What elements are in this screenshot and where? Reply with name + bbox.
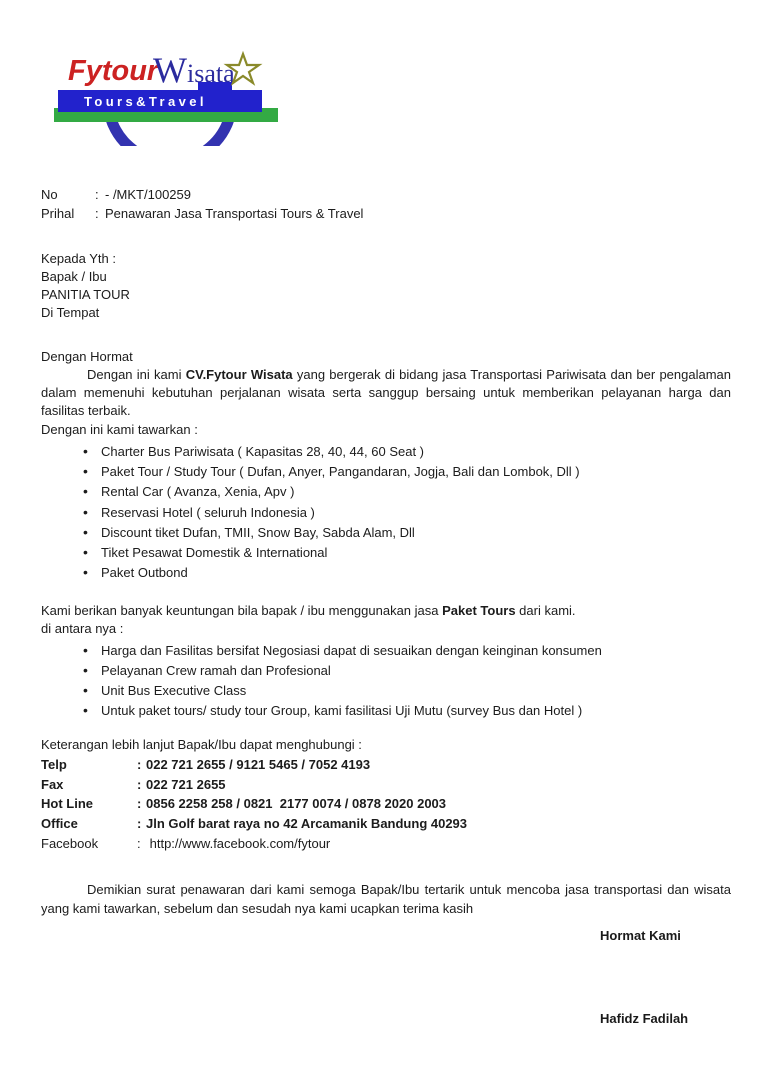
logo-brand-secondary-w: W bbox=[153, 50, 187, 90]
letter-meta bbox=[41, 186, 363, 224]
intro-company-name: CV.Fytour Wisata bbox=[185, 366, 293, 382]
contact-label: Telp bbox=[41, 756, 67, 772]
list-item: • Unit Bus Executive Class bbox=[101, 681, 731, 701]
benefits-lead bbox=[41, 602, 731, 620]
signature-name: Hafidz Fadilah bbox=[600, 1011, 689, 1026]
contact-colon: : bbox=[137, 756, 142, 772]
contact-value-facebook-link[interactable]: http://www.facebook.com/fytour bbox=[146, 836, 331, 852]
contact-label: Office bbox=[41, 816, 78, 832]
list-item: • Paket Tour / Study Tour ( Dufan, Anyer, Pangandaran, Jogja, Bali dan Lombok, Dll ) bbox=[101, 462, 731, 482]
recipient-line-3: PANITIA TOUR bbox=[41, 286, 130, 302]
spacer bbox=[41, 855, 731, 881]
contact-colon: : bbox=[137, 836, 141, 852]
contact-label: Fax bbox=[41, 776, 64, 792]
list-item: • Paket Outbond bbox=[101, 563, 731, 583]
company-logo bbox=[50, 38, 290, 146]
benefits-lead-pre: Kami berikan banyak keuntungan bila bapak / ibu menggunakan jasa bbox=[41, 602, 443, 618]
closing-paragraph: Demikian surat penawaran dari kami semoga Bapak/Ibu tertarik untuk mencoba jasa transportasi dan wisata yang kami tawarkan, sebelum dan sesudah nya kami ucapkan terima kasih bbox=[41, 882, 731, 917]
salutation: Dengan Hormat bbox=[41, 348, 133, 364]
list-item: • Harga dan Fasilitas bersifat Negosiasi dapat di sesuaikan dengan keinginan konsumen bbox=[101, 641, 731, 661]
contact-heading: Keterangan lebih lanjut Bapak/Ibu dapat menghubungi : bbox=[41, 736, 362, 752]
contact-value: 0856 2258 258 / 0821 2177 0074 / 0878 2020 2003 bbox=[146, 796, 447, 812]
contact-table bbox=[41, 756, 467, 856]
letter-body bbox=[41, 186, 731, 919]
recipient-line-2: Bapak / Ibu bbox=[41, 268, 107, 284]
table-row bbox=[41, 795, 467, 815]
contact-value: 022 721 2655 / 9121 5465 / 7052 4193 bbox=[146, 756, 371, 772]
spacer bbox=[41, 722, 731, 736]
meta-no-colon: : bbox=[95, 187, 99, 202]
intro-text-post: yang bergerak di bidang jasa Transportasi Pariwisata dan ber pengalaman dalam memenuhi kebutuhan perjalanan wisata serta sanggup bersaing untuk memberikan pelayanan harga dan fasilitas terbaik. bbox=[41, 366, 732, 419]
meta-row-subject bbox=[41, 205, 363, 224]
spacer bbox=[41, 584, 731, 602]
list-item: • Untuk paket tours/ study tour Group, kami fasilitasi Uji Mutu (survey Bus dan Hotel ) bbox=[101, 701, 731, 721]
list-item: • Pelayanan Crew ramah dan Profesional bbox=[101, 661, 731, 681]
signature-title: Hormat Kami bbox=[600, 928, 681, 943]
benefits-lead-post: dari kami. bbox=[515, 602, 576, 618]
benefits-subheading: di antara nya : bbox=[41, 620, 124, 636]
table-row bbox=[41, 835, 467, 855]
recipient-line-4: Di Tempat bbox=[41, 304, 100, 320]
contact-colon: : bbox=[137, 776, 142, 792]
spacer bbox=[41, 224, 731, 250]
spacer bbox=[41, 322, 731, 348]
offers-list bbox=[41, 442, 731, 584]
meta-row-no bbox=[41, 186, 363, 205]
logo-brand-secondary: isata bbox=[187, 59, 235, 88]
meta-no-value: - /MKT/100259 bbox=[105, 187, 191, 202]
logo-brand-primary: Fytour bbox=[68, 55, 159, 87]
contact-label: Hot Line bbox=[41, 796, 93, 812]
recipient-block bbox=[41, 250, 731, 322]
offer-heading: Dengan ini kami tawarkan : bbox=[41, 421, 198, 437]
table-row bbox=[41, 756, 467, 776]
meta-subject-label: Prihal bbox=[41, 205, 75, 221]
signature-block bbox=[600, 928, 681, 943]
benefits-list bbox=[41, 641, 731, 722]
list-item: • Charter Bus Pariwisata ( Kapasitas 28, 40, 44, 60 Seat ) bbox=[101, 442, 731, 462]
meta-subject-value: Penawaran Jasa Transportasi Tours & Travel bbox=[105, 205, 364, 221]
contact-label: Facebook bbox=[41, 836, 99, 852]
list-item: • Rental Car ( Avanza, Xenia, Apv ) bbox=[101, 482, 731, 502]
meta-subject-colon: : bbox=[95, 205, 99, 221]
contact-colon: : bbox=[137, 796, 142, 812]
list-item: • Reservasi Hotel ( seluruh Indonesia ) bbox=[101, 503, 731, 523]
intro-paragraph bbox=[41, 366, 731, 421]
benefits-lead-highlight: Paket Tours bbox=[442, 602, 516, 618]
contact-value: Jln Golf barat raya no 42 Arcamanik Bandung 40293 bbox=[146, 816, 468, 832]
meta-no-label: No bbox=[41, 187, 58, 202]
logo-tagline: Tours&Travel bbox=[84, 94, 207, 109]
list-item: • Discount tiket Dufan, TMII, Snow Bay, Sabda Alam, Dll bbox=[101, 523, 731, 543]
table-row bbox=[41, 776, 467, 796]
contact-colon: : bbox=[137, 816, 142, 832]
list-item: • Tiket Pesawat Domestik & International bbox=[101, 543, 731, 563]
table-row bbox=[41, 815, 467, 835]
intro-text-pre: Dengan ini kami bbox=[87, 366, 186, 382]
recipient-line-1: Kepada Yth : bbox=[41, 250, 116, 266]
contact-value: 022 721 2655 bbox=[146, 776, 226, 792]
logo-graphic bbox=[50, 38, 290, 146]
